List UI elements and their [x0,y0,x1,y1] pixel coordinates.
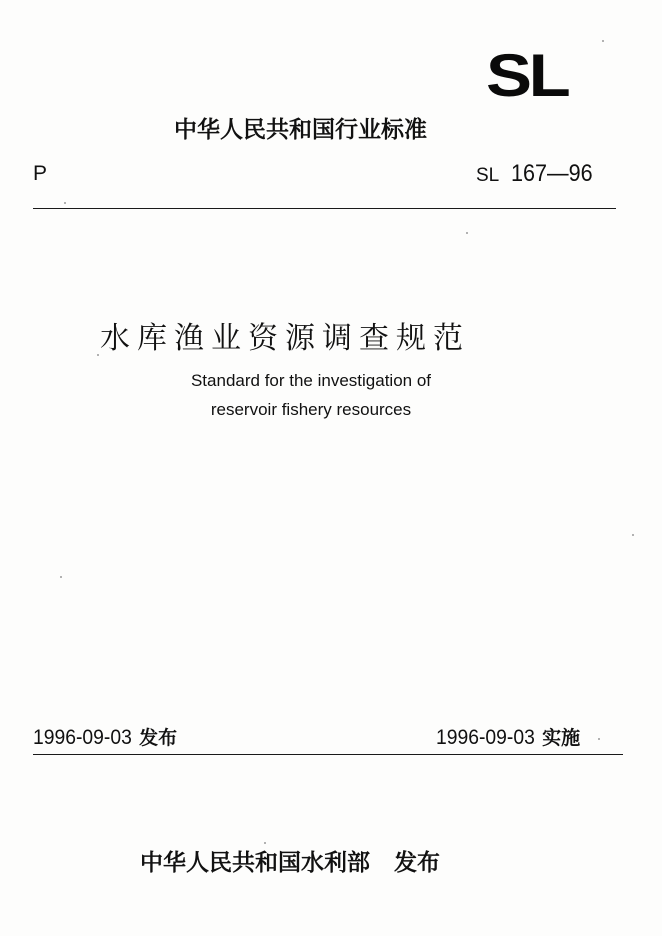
issue-date-label: 发布 [139,727,178,749]
scan-speck [632,534,634,536]
scan-speck [97,354,99,356]
implementation-date-label: 实施 [542,727,581,749]
scan-speck [466,232,468,234]
bottom-divider [33,754,623,755]
scan-speck [60,576,62,578]
implementation-date-value: 1996-09-03 [436,726,535,749]
standard-number [476,160,602,188]
document-title-english-line2: reservoir fishery resources [210,400,412,419]
industry-standard-heading: 中华人民共和国行业标准 [174,117,427,143]
top-divider [33,208,616,209]
publisher [140,844,440,877]
issue-date [33,723,177,750]
document-title-chinese: 水库渔业资源调查规范 [100,321,470,356]
publisher-label: 发布 [394,850,440,876]
sl-logo: SL [486,42,568,109]
publisher-name: 中华人民共和国水利部 [140,850,370,876]
document-title-english-line1: Standard for the investigation of [190,371,432,390]
issue-date-value: 1996-09-03 [33,726,132,749]
implementation-date [436,723,580,750]
standard-number-value: 167—96 [511,160,593,187]
scan-speck [602,40,604,42]
category-code: P [33,162,48,185]
scan-speck [64,202,66,204]
standard-prefix: SL [476,165,500,186]
scan-speck [598,738,600,740]
scan-speck [264,842,266,844]
